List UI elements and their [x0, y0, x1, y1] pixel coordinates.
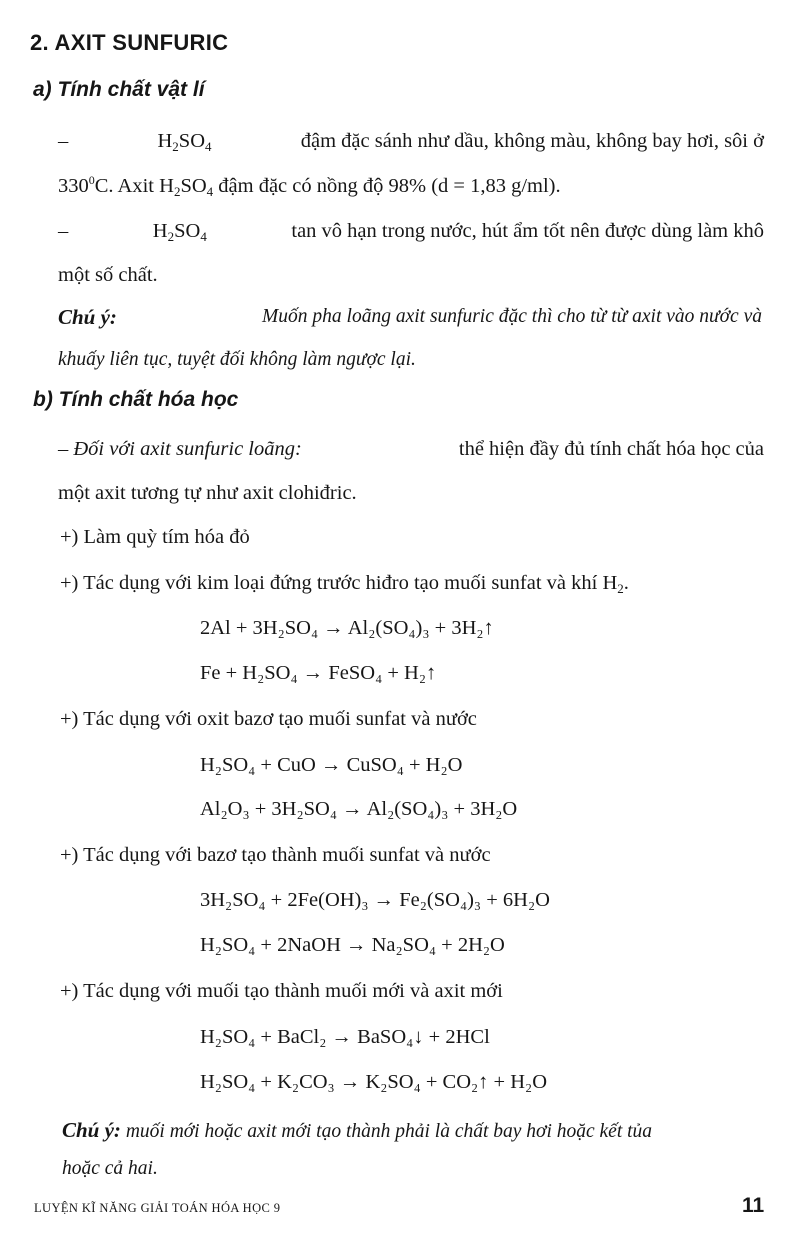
dash: – [58, 130, 69, 152]
physical-paragraph-1-text: đậm đặc sánh như dầu, không màu, không bay hơi, sôi ở [300, 130, 764, 152]
formula-h2so4: $H_2SO_4$ [152, 220, 207, 244]
note-products-line-1 [62, 1118, 652, 1144]
physical-paragraph-2-text: tan vô hạn trong nước, hút ẩm tốt nên được dùng làm khô [291, 220, 764, 242]
dilute-acid-line-1 [58, 436, 764, 462]
dash: – [58, 220, 69, 242]
note-dilution-line-2: khuấy liên tục, tuyệt đối không làm ngược lại. [58, 349, 416, 370]
physical-paragraph-1-line-1 [58, 128, 764, 154]
property-metals: +) Tác dụng với kim loại đứng trước hiđro tạo muối sunfat và khí $H_2$. [60, 572, 629, 596]
note-text: muối mới hoặc axit mới tạo thành phải là chất bay hơi hoặc kết tủa [125, 1121, 653, 1142]
subsection-b-title: b) Tính chất hóa học [33, 388, 239, 411]
physical-paragraph-2-line-2: một số chất. [58, 264, 158, 286]
equation-fe-oh3: 3H₂SO₄ + 2Fe(OH)₃ → Fe₂(SO₄)₃ + 6H₂O [200, 889, 550, 911]
page-number: 11 [742, 1194, 765, 1217]
note-dilution-line-1 [58, 305, 762, 329]
equation-fe: Fe + H₂SO₄ → FeSO₄ + H₂↑ [200, 662, 437, 684]
property-basic-oxides: +) Tác dụng với oxit bazơ tạo muối sunfat và nước [60, 708, 477, 730]
equation-al: 2Al + 3H₂SO₄ → Al₂(SO₄)₃ + 3H₂↑ [200, 617, 494, 639]
note-label: Chú ý: [62, 1118, 121, 1142]
subsection-a-title: a) Tính chất vật lí [33, 78, 205, 101]
equation-al2o3: Al₂O₃ + 3H₂SO₄ → Al₂(SO₄)₃ + 3H₂O [200, 798, 518, 820]
formula-h2so4: $H_2SO_4$ [157, 130, 212, 154]
dilute-acid-line-2: một axit tương tự như axit clohiđric. [58, 482, 357, 504]
note-text: Muốn pha loãng axit sunfuric đặc thì cho từ từ axit vào nước và [262, 306, 762, 327]
equation-cuo: H₂SO₄ + CuO → CuSO₄ + H₂O [200, 754, 463, 776]
section-title: 2. AXIT SUNFURIC [30, 30, 229, 55]
property-litmus: +) Làm quỳ tím hóa đỏ [60, 526, 250, 548]
note-label: Chú ý: [58, 305, 117, 329]
formula-h2so4: $H_2SO_4$ [159, 175, 214, 199]
equation-k2co3: H₂SO₄ + K₂CO₃ → K₂SO₄ + CO₂↑ + H₂O [200, 1071, 547, 1093]
dilute-acid-text: thể hiện đầy đủ tính chất hóa học của [458, 438, 764, 460]
physical-paragraph-2-line-1 [58, 218, 764, 244]
footer-book-title: LUYỆN KĨ NĂNG GIẢI TOÁN HÓA HỌC 9 [34, 1201, 281, 1215]
dilute-acid-label: – Đối với axit sunfuric loãng: [58, 438, 302, 460]
equation-bacl2: H₂SO₄ + BaCl₂ → BaSO₄↓ + 2HCl [200, 1026, 490, 1048]
property-bases: +) Tác dụng với bazơ tạo thành muối sunfat và nước [60, 844, 491, 866]
equation-naoh: H₂SO₄ + 2NaOH → Na₂SO₄ + 2H₂O [200, 934, 505, 956]
property-salts: +) Tác dụng với muối tạo thành muối mới và axit mới [60, 980, 503, 1002]
physical-paragraph-1-line-2: $330^0C$. Axit $H_2SO_4$ đậm đặc có nồng độ 98% (d = 1,83 g/ml). [58, 173, 561, 199]
note-products-line-2: hoặc cả hai. [62, 1158, 158, 1179]
